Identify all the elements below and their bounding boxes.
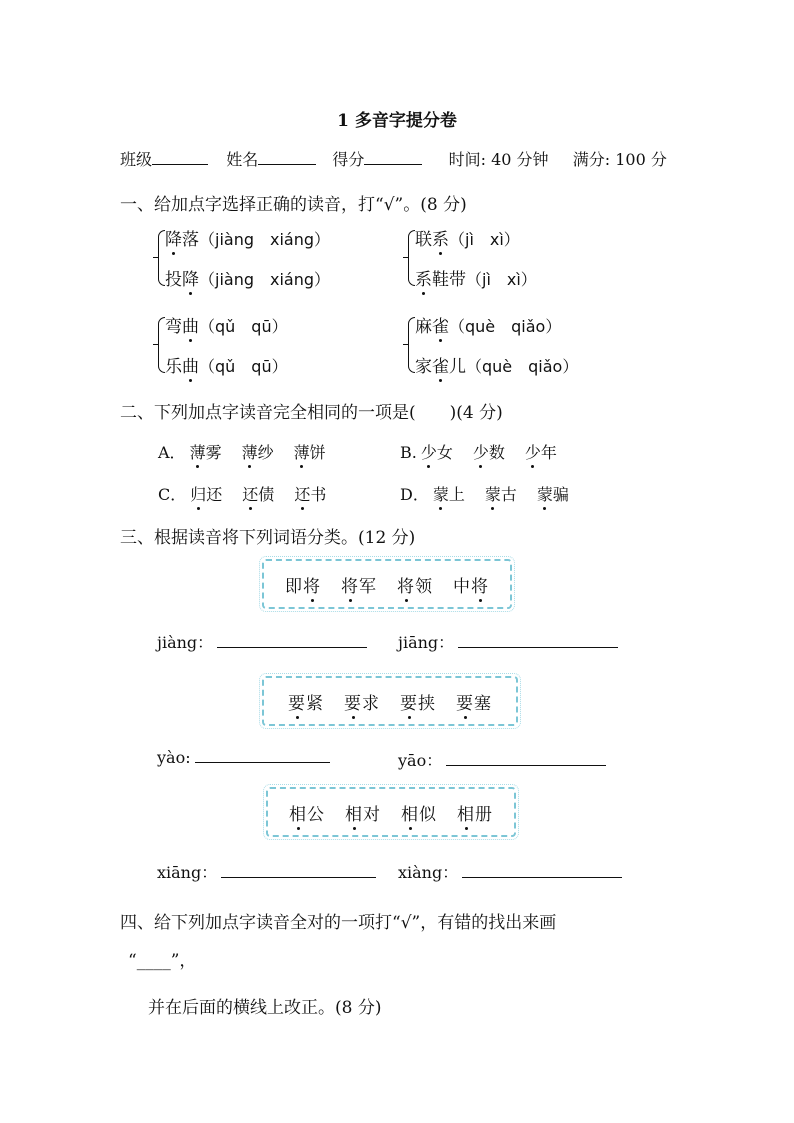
name-field[interactable]: [258, 150, 316, 165]
q1-pinyin-choices[interactable]: （jiàng xiáng）: [199, 270, 331, 289]
score-field[interactable]: [364, 150, 422, 165]
dotted-char: 少: [421, 440, 437, 463]
class-label: 班级: [120, 150, 153, 169]
q1-pinyin-choices[interactable]: （qǔ qū）: [199, 357, 288, 376]
q2-word: [242, 443, 274, 462]
option-letter: A．: [158, 443, 186, 462]
answer-blank[interactable]: [195, 748, 330, 763]
word-char: 册: [475, 804, 493, 825]
dotted-char: 将: [341, 572, 359, 597]
q2-option[interactable]: [158, 440, 326, 463]
q3-word: [288, 689, 324, 714]
q2-word: [433, 485, 465, 504]
dotted-char: 要: [456, 689, 474, 714]
q1-pinyin-choices[interactable]: （què qiǎo）: [449, 317, 562, 336]
q1-word: [415, 270, 466, 290]
pinyin-label: xiāng：: [157, 863, 218, 882]
word-char: 书: [310, 485, 327, 504]
answer-blank[interactable]: [446, 751, 606, 766]
q2-word: [242, 485, 274, 504]
q1-word: [165, 357, 199, 377]
word-char: 骗: [552, 485, 569, 504]
word-char: 女: [436, 443, 453, 462]
word-char: 儿: [449, 357, 466, 377]
dotted-char: 将: [397, 572, 415, 597]
word-char: 雾: [205, 443, 222, 462]
q1-pinyin-choices[interactable]: （qǔ qū）: [199, 317, 288, 336]
dotted-char: 降: [182, 265, 199, 290]
word-char: 紧: [306, 693, 324, 714]
q3-word: [401, 800, 437, 825]
q1-word: [165, 230, 199, 250]
dotted-char: 曲: [182, 312, 199, 337]
q1-pinyin-choices[interactable]: （jiàng xiáng）: [199, 230, 331, 249]
word-char: 求: [362, 693, 380, 714]
answer-left: [157, 748, 330, 767]
pinyin-label: yāo：: [398, 751, 443, 770]
time-label: 时间: 40 分钟: [448, 150, 549, 169]
pinyin-label: jiàng：: [157, 633, 214, 652]
q1-item: [415, 225, 520, 250]
dotted-char: 还: [242, 482, 258, 505]
q3-word: [341, 572, 377, 597]
q2-word: [473, 443, 505, 462]
q2-word: [294, 485, 326, 504]
word-char: 纱: [257, 443, 274, 462]
dotted-char: 降: [165, 225, 182, 250]
dotted-char: 薄: [242, 440, 258, 463]
q3-word: [453, 572, 489, 597]
word-char: 古: [500, 485, 517, 504]
full-score-label: 满分: 100 分: [572, 150, 667, 169]
q1-pinyin-choices[interactable]: （jì xì）: [466, 270, 537, 289]
dotted-char: 少: [473, 440, 489, 463]
q1-item: [415, 352, 578, 377]
q2-word: [421, 443, 453, 462]
q1-item: [165, 352, 288, 377]
q2-option[interactable]: [400, 482, 569, 505]
option-letter: D．: [400, 485, 429, 504]
q1-word: [415, 357, 466, 377]
q1-pinyin-choices[interactable]: （què qiǎo）: [466, 357, 579, 376]
dotted-char: 雀: [432, 312, 449, 337]
q2-option[interactable]: [158, 482, 326, 505]
q2-word: [537, 485, 569, 504]
word-char: 塞: [474, 693, 492, 714]
word-char: 年: [540, 443, 557, 462]
dotted-char: 薄: [294, 440, 310, 463]
q3-word: [397, 572, 433, 597]
word-char: 家: [415, 357, 432, 377]
q1-item: [165, 225, 330, 250]
brace-notch: [403, 257, 408, 258]
dotted-char: 相: [457, 800, 475, 825]
word-char: 上: [448, 485, 465, 504]
word-char: 中: [453, 576, 471, 597]
answer-blank[interactable]: [221, 863, 376, 878]
word-box: [262, 559, 512, 609]
page-title: 1 多音字提分卷: [337, 111, 457, 131]
q1-word: [165, 270, 199, 290]
dotted-char: 要: [344, 689, 362, 714]
word-char: 麻: [415, 317, 432, 337]
q2-option[interactable]: [400, 440, 557, 463]
word-char: 似: [419, 804, 437, 825]
pinyin-label: xiàng：: [398, 863, 459, 882]
option-letter: C．: [158, 485, 187, 504]
q3-word: [345, 800, 381, 825]
dotted-char: 薄: [190, 440, 206, 463]
header-info: [120, 147, 667, 170]
dotted-char: 雀: [432, 352, 449, 377]
q2-heading: 二、下列加点字读音完全相同的一项是( )(4 分): [120, 403, 503, 423]
dotted-char: 还: [294, 482, 310, 505]
dotted-char: 相: [401, 800, 419, 825]
score-label: 得分: [332, 150, 365, 169]
q1-item: [165, 265, 330, 290]
dotted-char: 蒙: [537, 482, 553, 505]
brace-notch: [153, 344, 158, 345]
dotted-char: 归: [190, 482, 206, 505]
brace-bracket: [408, 230, 415, 286]
answer-left: [157, 860, 376, 883]
q4-heading: 四、给下列加点字读音全对的一项打“√”，有错的找出来画: [120, 913, 557, 933]
word-char: 对: [363, 804, 381, 825]
pinyin-label: jiāng：: [398, 633, 455, 652]
answer-left: [157, 630, 367, 653]
q3-word: [344, 689, 380, 714]
q1-pinyin-choices[interactable]: （jì xì）: [449, 230, 520, 249]
dotted-char: 相: [289, 800, 307, 825]
q3-word: [400, 689, 436, 714]
q3-word: [457, 800, 493, 825]
q4-line2: “____”，: [128, 951, 197, 971]
q1-item: [415, 312, 561, 337]
dotted-char: 要: [400, 689, 418, 714]
answer-right: [398, 860, 622, 883]
q2-word: [485, 485, 517, 504]
answer-blank[interactable]: [462, 863, 622, 878]
q2-word: [525, 443, 557, 462]
word-char: 鞋带: [432, 270, 466, 290]
word-box: [266, 787, 516, 837]
q3-heading: 三、根据读音将下列词语分类。(12 分): [120, 528, 416, 548]
dotted-char: 将: [303, 572, 321, 597]
q3-word: [285, 572, 321, 597]
word-char: 领: [415, 576, 433, 597]
answer-right: [398, 630, 618, 653]
dotted-char: 相: [345, 800, 363, 825]
q1-item: [415, 265, 537, 290]
q4-line3: 并在后面的横线上改正。(8 分): [148, 998, 382, 1018]
q1-heading: 一、给加点字选择正确的读音，打“√”。(8 分): [120, 195, 467, 215]
dotted-char: 将: [471, 572, 489, 597]
word-char: 数: [488, 443, 505, 462]
dotted-char: 蒙: [433, 482, 449, 505]
word-char: 乐: [165, 357, 182, 377]
brace-notch: [153, 257, 158, 258]
word-char: 饼: [309, 443, 326, 462]
pinyin-label: yào:: [157, 748, 191, 767]
brace-bracket: [158, 230, 165, 286]
word-char: 债: [258, 485, 275, 504]
word-char: 落: [182, 230, 199, 250]
brace-notch: [403, 344, 408, 345]
q2-word: [190, 443, 222, 462]
option-letter: B.: [400, 443, 417, 462]
name-label: 姓名: [226, 150, 259, 169]
brace-bracket: [158, 317, 165, 373]
dotted-char: 蒙: [485, 482, 501, 505]
q1-item: [165, 312, 288, 337]
q3-word: [289, 800, 325, 825]
word-char: 投: [165, 270, 182, 290]
dotted-char: 系: [432, 225, 449, 250]
word-char: 挟: [418, 693, 436, 714]
answer-blank[interactable]: [217, 633, 367, 648]
word-char: 还: [206, 485, 223, 504]
word-char: 军: [359, 576, 377, 597]
answer-blank[interactable]: [458, 633, 618, 648]
dotted-char: 少: [525, 440, 541, 463]
dotted-char: 要: [288, 689, 306, 714]
dotted-char: 系: [415, 265, 432, 290]
q3-word: [456, 689, 492, 714]
word-char: 公: [307, 804, 325, 825]
dotted-char: 曲: [182, 352, 199, 377]
q1-word: [415, 317, 449, 337]
word-char: 弯: [165, 317, 182, 337]
answer-right: [398, 748, 606, 771]
class-field[interactable]: [152, 150, 208, 165]
q2-word: [190, 485, 222, 504]
q2-word: [294, 443, 326, 462]
q1-word: [165, 317, 199, 337]
word-char: 即: [285, 576, 303, 597]
q1-word: [415, 230, 449, 250]
brace-bracket: [408, 317, 415, 373]
word-char: 联: [415, 230, 432, 250]
word-box: [262, 676, 518, 726]
